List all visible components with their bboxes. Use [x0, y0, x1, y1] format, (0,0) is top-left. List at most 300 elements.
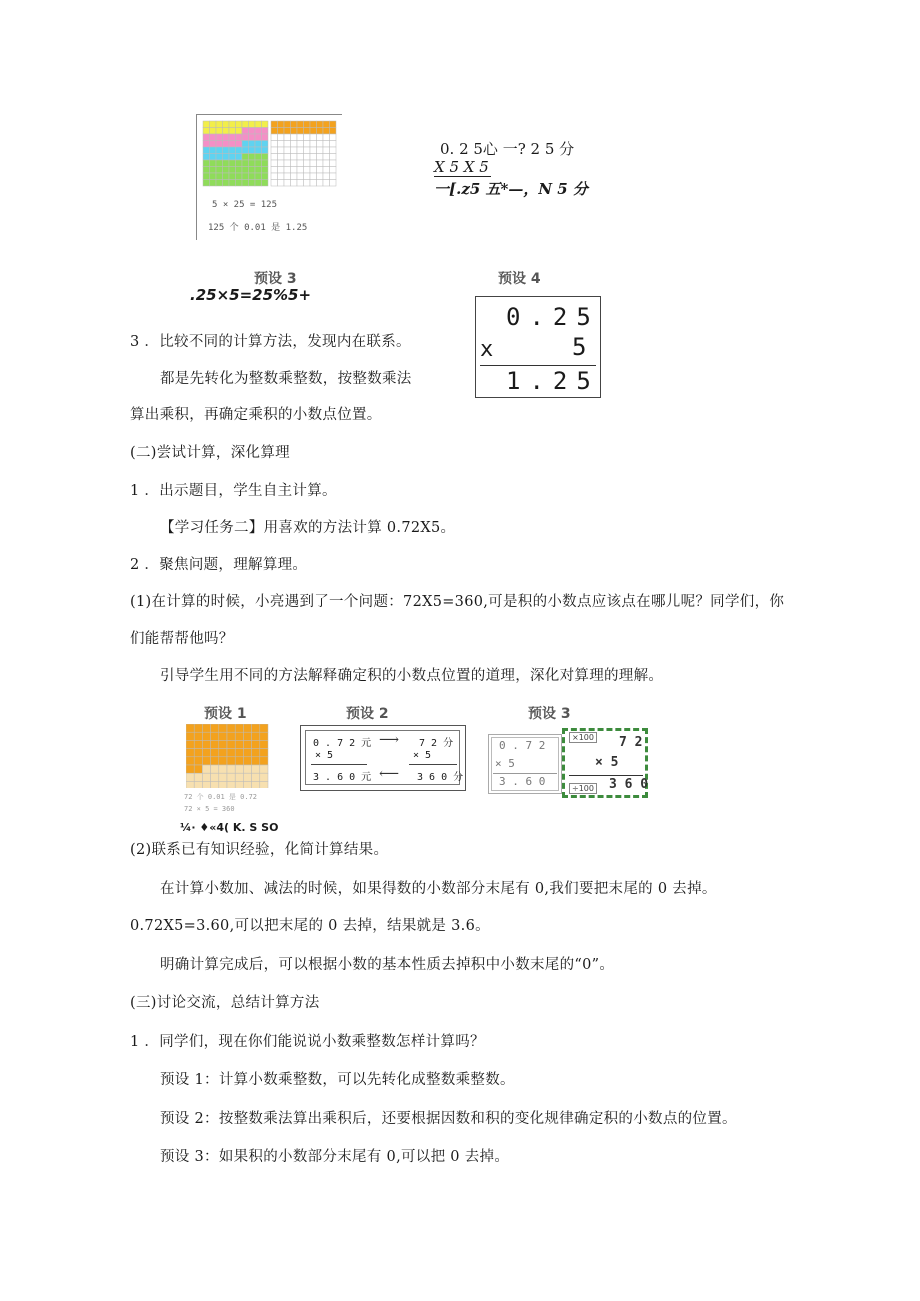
grid-cell-preset-1	[202, 757, 210, 765]
grid-cell-preset-1	[260, 781, 268, 788]
vertical-calculation-box	[475, 296, 601, 398]
grid-cell-left	[255, 141, 262, 148]
grid-cell-right	[304, 180, 311, 187]
grid-cell-preset-1	[194, 749, 202, 757]
grid-caption-meaning: 125 个 0.01 是 1.25	[208, 223, 308, 233]
grid-cell-left	[229, 154, 236, 161]
grid-cell-preset-1	[202, 740, 210, 748]
preset-3-left-row-3: 3 . 6 0	[499, 775, 546, 788]
grid-cell-preset-1	[235, 724, 243, 732]
grid-cell-preset-1	[219, 773, 227, 781]
grid-cell-left	[210, 154, 217, 161]
grid-cell-right	[297, 167, 304, 174]
grid-cell-right	[284, 141, 291, 148]
grid-cell-left	[236, 167, 243, 174]
grid-cell-preset-1	[186, 773, 194, 781]
grid-cell-left	[262, 128, 269, 135]
paragraph-preset-1: 预设 1：计算小数乘整数，可以先转化成整数乘整数。	[160, 1072, 515, 1088]
grid-cell-left	[229, 167, 236, 174]
grid-cell-right	[278, 147, 285, 154]
grid-cell-preset-1	[194, 724, 202, 732]
grid-cell-right	[310, 128, 317, 135]
grid-cell-preset-1	[252, 724, 260, 732]
grid-cell-preset-1	[211, 773, 219, 781]
paragraph-compare-methods: 3 ．比较不同的计算方法，发现内在联系。	[130, 334, 411, 350]
grid-cell-right	[297, 160, 304, 167]
paragraph-preset-3: 预设 3：如果积的小数部分末尾有 0,可以把 0 去掉。	[160, 1149, 510, 1165]
grid-cell-preset-1	[243, 740, 251, 748]
grid-cell-preset-1	[211, 749, 219, 757]
grid-cell-preset-1	[211, 765, 219, 773]
presets-row-caption-1: 预设 1	[204, 706, 247, 722]
vertical-times-sign: x	[480, 337, 494, 362]
grid-cell-left	[249, 121, 256, 128]
grid-cell-right	[317, 134, 324, 141]
grid-cell-right	[284, 180, 291, 187]
grid-cell-left	[242, 160, 249, 167]
preset-2-yuan-row-1: 0 . 7 2 元	[313, 738, 372, 749]
paragraph-preset-2: 预设 2：按整数乘法算出乘积后，还要根据因数和积的变化规律确定积的小数点的位置。	[160, 1111, 737, 1127]
grid-cell-preset-1	[194, 765, 202, 773]
grid-cell-left	[249, 134, 256, 141]
grid-cell-right	[291, 141, 298, 148]
grid-cell-right	[317, 180, 324, 187]
grid-cell-right	[291, 160, 298, 167]
grid-cell-left	[229, 141, 236, 148]
grid-cell-left	[255, 128, 262, 135]
preset-2-box	[300, 725, 466, 791]
grid-cell-right	[284, 154, 291, 161]
grid-cell-right	[278, 167, 285, 174]
grid-cell-left	[242, 154, 249, 161]
grid-cell-right	[291, 167, 298, 174]
grid-cell-left	[229, 173, 236, 180]
grid-cell-preset-1	[260, 732, 268, 740]
grid-cell-preset-1	[235, 773, 243, 781]
preset-3-left-row-1: 0 . 7 2	[499, 739, 546, 752]
grid-cell-left	[203, 173, 210, 180]
grid-cell-right	[310, 141, 317, 148]
grid-cell-left	[210, 180, 217, 187]
grid-cell-left	[236, 134, 243, 141]
grid-cell-right	[297, 128, 304, 135]
grid-cell-right	[278, 173, 285, 180]
grid-cell-left	[203, 141, 210, 148]
grid-cell-right	[284, 134, 291, 141]
preset-2-yuan-line	[311, 764, 367, 765]
paragraph-conclusion-1: 都是先转化为整数乘整数，按整数乘法	[160, 371, 412, 387]
unit-conversion-line-2: X 5 X 5	[434, 158, 489, 176]
grid-cell-right	[323, 147, 330, 154]
grid-cell-right	[297, 134, 304, 141]
grid-cell-right	[317, 141, 324, 148]
grid-cell-preset-1	[227, 765, 235, 773]
grid-cell-left	[249, 154, 256, 161]
grid-cell-left	[236, 160, 243, 167]
grid-cell-preset-1	[243, 781, 251, 788]
grid-cell-right	[330, 167, 337, 174]
grid-cell-left	[242, 180, 249, 187]
grid-cell-preset-1	[211, 757, 219, 765]
preset-3-up-label: ×100	[569, 732, 597, 743]
grid-cell-left	[262, 121, 269, 128]
grid-cell-preset-1	[186, 781, 194, 788]
grid-cell-left	[255, 167, 262, 174]
grid-cell-right	[317, 160, 324, 167]
grid-cell-right	[271, 180, 278, 187]
expression-line: .25×5=25%5+	[190, 286, 312, 304]
grid-cell-preset-1	[260, 740, 268, 748]
grid-cell-left	[236, 154, 243, 161]
grid-cell-right	[284, 167, 291, 174]
grid-cell-preset-1	[202, 781, 210, 788]
paragraph-conclusion-2: 算出乘积，再确定乘积的小数点位置。	[130, 407, 382, 423]
grid-cell-right	[323, 121, 330, 128]
paragraph-discuss: 1 ．同学们，现在你们能说说小数乘整数怎样计算吗？	[130, 1034, 485, 1050]
grid-cell-right	[297, 141, 304, 148]
grid-cell-left	[242, 147, 249, 154]
grid-cell-left	[249, 147, 256, 154]
arrow-left-icon: ⟵	[379, 766, 400, 782]
grid-cell-preset-1	[186, 765, 194, 773]
grid-cell-right	[291, 121, 298, 128]
grid-cell-preset-1	[260, 757, 268, 765]
grid-cell-right	[323, 154, 330, 161]
grid-cell-left	[242, 134, 249, 141]
grid-cell-left	[223, 167, 230, 174]
grid-cell-right	[323, 128, 330, 135]
unit-conversion-line-1: 0. 2 5心 一? 2 5 分	[440, 140, 575, 158]
preset-2-yuan-row-2: × 5	[315, 750, 334, 761]
grid-cell-right	[310, 147, 317, 154]
preset-3-right-row-3: 3 6 0	[609, 777, 649, 792]
grid-cell-right	[284, 160, 291, 167]
grid-cell-right	[271, 154, 278, 161]
grid-cell-right	[284, 173, 291, 180]
grid-cell-left	[236, 173, 243, 180]
vertical-divider-line	[480, 365, 596, 366]
grid-cell-right	[271, 128, 278, 135]
preset-3-dashed-box	[562, 728, 648, 798]
grid-cell-left	[223, 154, 230, 161]
grid-cell-left	[262, 147, 269, 154]
paragraph-simplify: (2)联系已有知识经验，化简计算结果。	[130, 842, 389, 858]
grid-cell-right	[271, 173, 278, 180]
grid-cell-left	[216, 128, 223, 135]
grid-cell-left	[210, 128, 217, 135]
grid-cell-preset-1	[227, 732, 235, 740]
grid-cell-left	[216, 167, 223, 174]
grid-cell-preset-1	[243, 765, 251, 773]
vertical-row-product: 1.25	[506, 367, 600, 395]
grid-cell-preset-1	[211, 740, 219, 748]
grid-cell-left	[242, 121, 249, 128]
grid-cell-right	[330, 141, 337, 148]
paragraph-trailing-zero: 在计算小数加、减法的时候，如果得数的小数部分末尾有 0,我们要把末尾的 0 去掉。	[160, 881, 717, 897]
grid-cell-left	[223, 173, 230, 180]
grid-cell-left	[249, 167, 256, 174]
grid-cell-left	[203, 134, 210, 141]
grid-cell-right	[330, 154, 337, 161]
grid-cell-right	[271, 141, 278, 148]
grid-cell-left	[262, 167, 269, 174]
grid-cell-left	[223, 180, 230, 187]
grid-cell-right	[323, 173, 330, 180]
grid-cell-left	[203, 147, 210, 154]
grid-cell-left	[203, 180, 210, 187]
grid-cell-left	[210, 121, 217, 128]
preset-3-right-row-1: 7 2	[619, 735, 643, 750]
grid-cell-left	[203, 121, 210, 128]
grid-cell-left	[203, 167, 210, 174]
grid-cell-right	[323, 180, 330, 187]
grid-cell-left	[223, 160, 230, 167]
grid-cell-left	[262, 173, 269, 180]
grid-cell-left	[262, 134, 269, 141]
grid-cell-right	[304, 128, 311, 135]
paragraph-result: 0.72X5=3.60,可以把末尾的 0 去掉，结果就是 3.6。	[130, 918, 490, 934]
grid-cell-preset-1	[243, 773, 251, 781]
grid-cell-left	[236, 147, 243, 154]
grid-cell-preset-1	[202, 765, 210, 773]
grid-cell-preset-1	[252, 749, 260, 757]
grid-cell-preset-1	[252, 732, 260, 740]
grid-cell-left	[223, 128, 230, 135]
grid-cell-preset-1	[227, 724, 235, 732]
preset-3-right-line	[569, 775, 643, 776]
grid-cell-preset-1	[186, 740, 194, 748]
grid-cell-right	[317, 147, 324, 154]
section-heading-3: (三)讨论交流，总结计算方法	[130, 995, 320, 1011]
grid-cell-left	[210, 141, 217, 148]
grid-cell-left	[210, 134, 217, 141]
grid-cell-right	[323, 141, 330, 148]
grid-cell-right	[278, 160, 285, 167]
grid-cell-preset-1	[227, 740, 235, 748]
vertical-row-multiplier: 5	[572, 333, 587, 361]
grid-cell-preset-1	[194, 773, 202, 781]
grid-cell-left	[216, 180, 223, 187]
grid-cell-right	[304, 134, 311, 141]
grid-cell-right	[304, 160, 311, 167]
grid-cell-right	[271, 147, 278, 154]
grid-cell-left	[236, 180, 243, 187]
grid-cell-preset-1	[235, 757, 243, 765]
grid-cell-right	[330, 134, 337, 141]
grid-cell-right	[317, 121, 324, 128]
grid-cell-right	[310, 173, 317, 180]
grid-cell-left	[236, 121, 243, 128]
grid-cell-right	[297, 154, 304, 161]
grid-cell-preset-1	[219, 732, 227, 740]
grid-cell-preset-1	[252, 765, 260, 773]
presets-row-caption-2: 预设 2	[346, 706, 389, 722]
grid-cell-preset-1	[227, 757, 235, 765]
grid-cell-left	[229, 134, 236, 141]
grid-cell-preset-1	[202, 732, 210, 740]
grid-cell-left	[229, 147, 236, 154]
paragraph-focus-problem: 2 ．聚焦问题，理解算理。	[130, 557, 308, 573]
grid-cell-right	[278, 134, 285, 141]
paragraph-show-problem: 1 ．出示题目，学生自主计算。	[130, 483, 337, 499]
grid-cell-preset-1	[252, 773, 260, 781]
preset-3-caption: 预设 3	[254, 271, 297, 287]
grid-cell-preset-1	[227, 749, 235, 757]
grid-cell-preset-1	[235, 765, 243, 773]
grid-cell-preset-1	[219, 749, 227, 757]
grid-cell-left	[262, 141, 269, 148]
grid-cell-right	[310, 160, 317, 167]
grid-cell-preset-1	[252, 740, 260, 748]
grid-cell-preset-1	[260, 724, 268, 732]
grid-cell-left	[249, 160, 256, 167]
grid-cell-left	[203, 154, 210, 161]
grid-cell-right	[284, 128, 291, 135]
grid-cell-right	[304, 147, 311, 154]
grid-cell-right	[297, 121, 304, 128]
preset-2-fen-row-3: 3 6 0 分	[417, 772, 464, 783]
presets-row-caption-3: 预设 3	[528, 706, 571, 722]
grid-cell-left	[242, 173, 249, 180]
grid-cell-right	[291, 134, 298, 141]
grid-cell-right	[278, 121, 285, 128]
grid-cell-preset-1	[202, 749, 210, 757]
grid-caption-equation: 5 × 25 = 125	[212, 200, 278, 210]
grid-cell-left	[229, 121, 236, 128]
grid-cell-preset-1	[243, 724, 251, 732]
grid-cell-left	[255, 173, 262, 180]
grid-cell-preset-1	[202, 724, 210, 732]
grid-cell-preset-1	[211, 781, 219, 788]
grid-cell-preset-1	[194, 740, 202, 748]
grid-cell-preset-1	[260, 773, 268, 781]
arrow-right-icon: ⟶	[379, 732, 400, 748]
grid-cell-preset-1	[235, 749, 243, 757]
grid-cell-left	[262, 180, 269, 187]
grid-cell-preset-1	[219, 724, 227, 732]
preset-1-note-3: ¼· ♦«4( K. S SO	[180, 821, 279, 834]
grid-cell-right	[330, 173, 337, 180]
grid-cell-left	[223, 147, 230, 154]
paragraph-learning-task-2: 【学习任务二】用喜欢的方法计算 0.72X5。	[160, 520, 456, 536]
grid-cell-preset-1	[227, 773, 235, 781]
grid-cell-preset-1	[252, 781, 260, 788]
grid-cell-right	[271, 121, 278, 128]
grid-cell-right	[271, 160, 278, 167]
grid-cell-preset-1	[219, 757, 227, 765]
grid-cell-preset-1	[260, 765, 268, 773]
grid-cell-left	[242, 128, 249, 135]
grid-cell-left	[210, 147, 217, 154]
grid-cell-right	[323, 134, 330, 141]
grid-cell-left	[229, 180, 236, 187]
grid-cell-right	[330, 121, 337, 128]
grid-cell-right	[310, 180, 317, 187]
grid-cell-preset-1	[186, 732, 194, 740]
grid-cell-preset-1	[194, 757, 202, 765]
grid-cell-left	[203, 160, 210, 167]
paragraph-question-2: 们能帮帮他吗？	[130, 631, 234, 647]
grid-cell-right	[278, 154, 285, 161]
paragraph-clarify: 明确计算完成后，可以根据小数的基本性质去掉积中小数末尾的“0”。	[160, 957, 615, 973]
grid-cell-right	[297, 173, 304, 180]
grid-cell-preset-1	[260, 749, 268, 757]
orange-hundred-grid	[186, 724, 270, 788]
grid-cell-left	[255, 154, 262, 161]
unit-conversion-line-3: 一[.z5 五*—，N 5 分	[434, 180, 588, 198]
grid-cell-preset-1	[211, 732, 219, 740]
grid-cell-preset-1	[219, 765, 227, 773]
grid-cell-preset-1	[243, 757, 251, 765]
grid-cell-preset-1	[235, 781, 243, 788]
grid-cell-preset-1	[186, 724, 194, 732]
grid-cell-right	[284, 121, 291, 128]
grid-cell-preset-1	[243, 732, 251, 740]
grid-cell-preset-1	[227, 781, 235, 788]
preset-2-yuan-row-3: 3 . 6 0 元	[313, 772, 372, 783]
grid-cell-left	[216, 134, 223, 141]
grid-cell-right	[304, 167, 311, 174]
grid-cell-right	[323, 160, 330, 167]
preset-3-down-label: ÷100	[569, 783, 597, 794]
preset-1-note-1: 72 个 0.01 是 0.72	[184, 793, 258, 801]
grid-cell-right	[271, 167, 278, 174]
grid-cell-right	[317, 167, 324, 174]
grid-cell-preset-1	[186, 757, 194, 765]
grid-cell-left	[249, 141, 256, 148]
grid-cell-preset-1	[202, 773, 210, 781]
grid-cell-right	[330, 160, 337, 167]
grid-cell-left	[249, 180, 256, 187]
grid-cell-right	[291, 128, 298, 135]
grid-cell-left	[262, 160, 269, 167]
preset-1-note-2: 72 × 5 = 360	[184, 805, 235, 813]
grid-cell-left	[249, 173, 256, 180]
grid-cell-right	[284, 147, 291, 154]
grid-cell-right	[291, 147, 298, 154]
grid-cell-left	[236, 128, 243, 135]
grid-cell-left	[223, 134, 230, 141]
grid-cell-left	[223, 141, 230, 148]
grid-cell-left	[255, 147, 262, 154]
grid-cell-right	[317, 154, 324, 161]
grid-cell-right	[291, 173, 298, 180]
preset-2-fen-row-1: 7 2 分	[419, 738, 454, 749]
grid-cell-left	[216, 173, 223, 180]
grid-cell-left	[210, 167, 217, 174]
grid-cell-right	[310, 167, 317, 174]
grid-cell-right	[271, 134, 278, 141]
grid-cell-left	[203, 128, 210, 135]
paragraph-guide-students: 引导学生用不同的方法解释确定积的小数点位置的道理，深化对算理的理解。	[160, 668, 664, 684]
grid-cell-right	[310, 134, 317, 141]
grid-cell-preset-1	[243, 749, 251, 757]
grid-cell-left	[210, 160, 217, 167]
grid-cell-right	[297, 147, 304, 154]
grid-cell-left	[242, 141, 249, 148]
preset-2-fen-row-2: × 5	[413, 750, 432, 761]
grid-cell-right	[330, 180, 337, 187]
grid-cell-right	[291, 154, 298, 161]
section-heading-2: (二)尝试计算，深化算理	[130, 445, 290, 461]
preset-3-left-line	[493, 773, 557, 774]
preset-3-right-row-2: × 5	[595, 755, 619, 770]
grid-cell-right	[304, 141, 311, 148]
grid-cell-left	[229, 160, 236, 167]
grid-cell-left	[262, 154, 269, 161]
grid-cell-left	[236, 141, 243, 148]
grid-cell-preset-1	[186, 749, 194, 757]
